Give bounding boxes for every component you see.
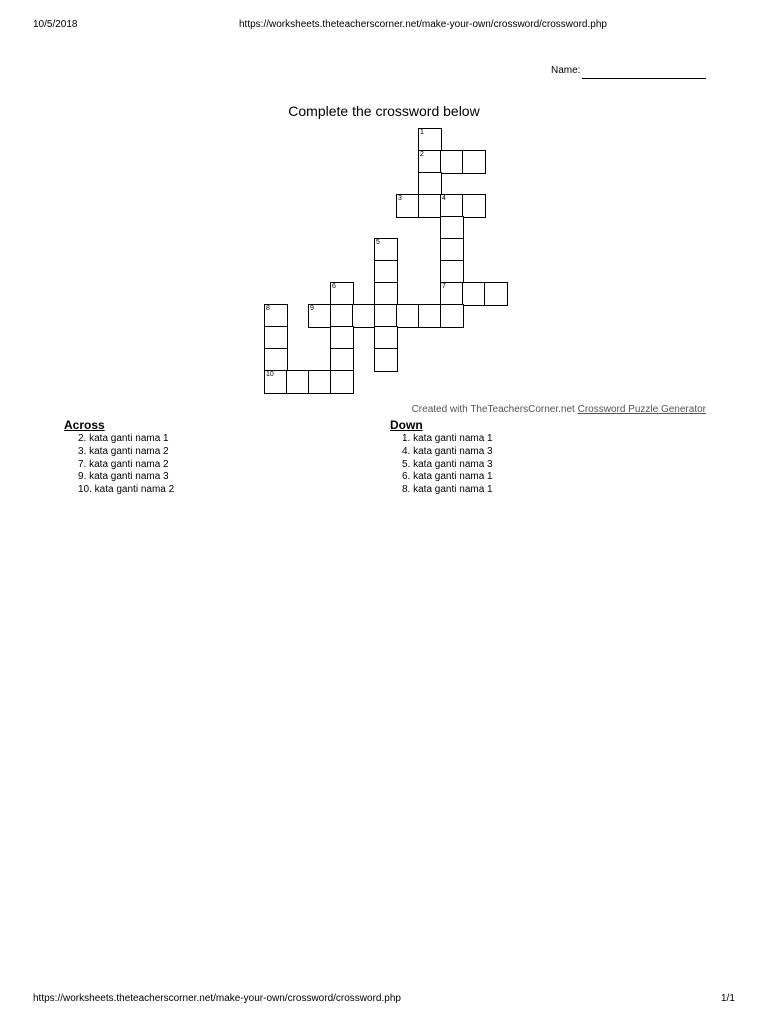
clue-number: 5 <box>376 239 380 246</box>
crossword-cell[interactable] <box>374 260 398 284</box>
across-clue: 9. kata ganti nama 3 <box>78 471 169 483</box>
crossword-cell[interactable] <box>418 128 442 152</box>
across-clue: 2. kata ganti nama 1 <box>78 433 169 444</box>
across-clue: 3. kata ganti nama 2 <box>78 445 169 457</box>
crossword-cell[interactable] <box>440 238 464 262</box>
clue-number: 8 <box>266 305 270 312</box>
down-clue: 4. kata ganti nama 3 <box>402 445 493 457</box>
crossword-cell[interactable] <box>418 304 442 328</box>
crossword-cell[interactable] <box>440 216 464 240</box>
across-clue-list <box>78 433 174 497</box>
crossword-cell[interactable] <box>330 326 354 350</box>
crossword-cell[interactable] <box>418 172 442 196</box>
clue-number: 3 <box>398 195 402 202</box>
clue-number: 6 <box>332 283 336 290</box>
crossword-cell[interactable] <box>440 282 464 306</box>
down-clue: 8. kata ganti nama 1 <box>402 484 493 496</box>
crossword-cell[interactable] <box>418 194 442 218</box>
clue-number: 9 <box>310 305 314 312</box>
crossword-cell[interactable] <box>418 150 442 174</box>
crossword-cell[interactable] <box>440 150 464 174</box>
across-heading: Across <box>64 418 105 432</box>
crossword-cell[interactable] <box>330 304 354 328</box>
crossword-cell[interactable] <box>264 370 288 394</box>
crossword-grid <box>264 128 508 404</box>
credit-line <box>412 404 706 415</box>
crossword-cell[interactable] <box>484 282 508 306</box>
crossword-cell[interactable] <box>264 348 288 372</box>
clue-number: 10 <box>266 371 274 378</box>
page-title <box>0 103 768 119</box>
clue-number: 7 <box>442 283 446 290</box>
across-clue: 7. kata ganti nama 2 <box>78 458 169 470</box>
crossword-cell[interactable] <box>462 282 486 306</box>
crossword-cell[interactable] <box>462 194 486 218</box>
crossword-cell[interactable] <box>264 304 288 328</box>
clue-number: 1 <box>420 129 424 136</box>
page-title-text: Complete the crossword below <box>288 103 480 119</box>
down-clue-list <box>402 433 493 497</box>
print-date: 10/5/2018 <box>33 19 78 30</box>
across-clue: 10. kata ganti nama 2 <box>78 484 175 496</box>
crossword-cell[interactable] <box>264 326 288 350</box>
down-clue: 1. kata ganti nama 1 <box>402 433 493 444</box>
crossword-cell[interactable] <box>330 370 354 394</box>
crossword-cell[interactable] <box>374 282 398 306</box>
crossword-cell[interactable] <box>308 370 332 394</box>
crossword-cell[interactable] <box>374 304 398 328</box>
crossword-cell[interactable] <box>330 282 354 306</box>
print-footer-url: https://worksheets.theteacherscorner.net/make-your-own/crossword/crossword.php <box>33 993 401 1004</box>
crossword-cell[interactable] <box>286 370 310 394</box>
crossword-cell[interactable] <box>352 304 376 328</box>
credit-text: Created with TheTeachersCorner.net <box>411 404 575 415</box>
crossword-cell[interactable] <box>462 150 486 174</box>
crossword-cell[interactable] <box>308 304 332 328</box>
crossword-cell[interactable] <box>374 326 398 350</box>
clue-number: 2 <box>420 151 424 158</box>
crossword-cell[interactable] <box>396 194 420 218</box>
crossword-cell[interactable] <box>330 348 354 372</box>
crossword-cell[interactable] <box>440 304 464 328</box>
name-label: Name: <box>551 65 581 76</box>
crossword-cell[interactable] <box>440 260 464 284</box>
page-number: 1/1 <box>721 993 735 1004</box>
crossword-cell[interactable] <box>396 304 420 328</box>
crossword-cell[interactable] <box>374 238 398 262</box>
crossword-cell[interactable] <box>374 348 398 372</box>
crossword-cell[interactable] <box>440 194 464 218</box>
name-line <box>582 78 706 79</box>
down-clue: 6. kata ganti nama 1 <box>402 471 493 483</box>
clue-number: 4 <box>442 195 446 202</box>
down-heading: Down <box>390 418 423 432</box>
generator-link[interactable]: Crossword Puzzle Generator <box>577 404 706 415</box>
down-clue: 5. kata ganti nama 3 <box>402 458 493 470</box>
print-header-url: https://worksheets.theteacherscorner.net/make-your-own/crossword/crossword.php <box>239 19 607 30</box>
